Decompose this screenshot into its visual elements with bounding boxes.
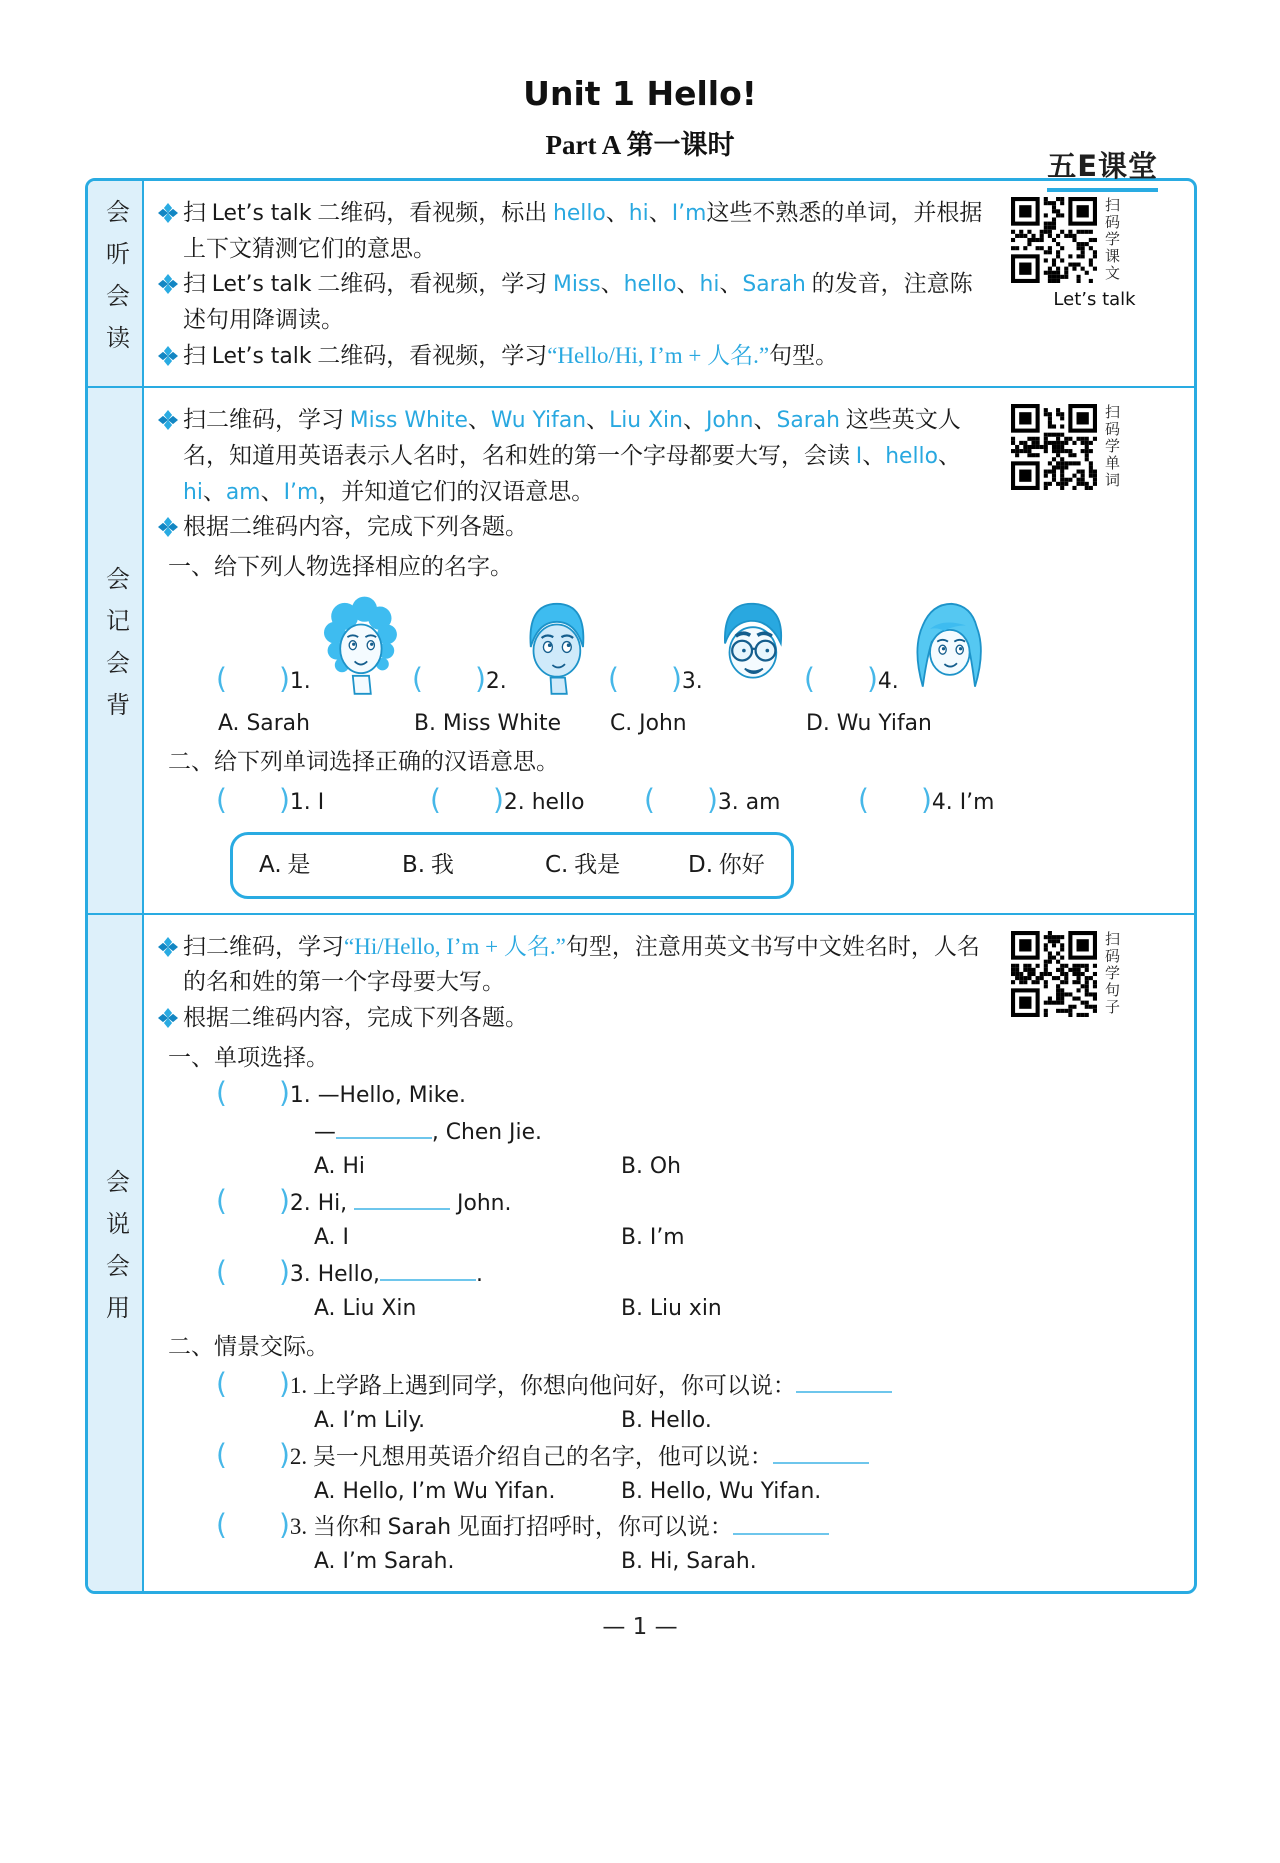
match-item-1 [216,591,412,699]
section-memorize-recite [88,386,1194,913]
word-item-4: ( )4. I’m [858,783,995,817]
bullet-text: 扫 Let’s talk 二维码，看视频，学习 Miss、hello、hi、Sarah 的发音，注意陈述句用降调读。 [183,271,973,333]
bullet-item [158,195,995,266]
question-line: ( )3. Hello, . [216,1254,483,1288]
diamond-bullet-icon [158,203,178,223]
sidebar-label-listen-read: 会听会读 [88,181,144,386]
situation-question-1 [216,1367,1178,1438]
option-b: B. Liu xin [621,1295,722,1321]
qr-label-text: 扫码学课文 [1103,197,1119,282]
option-b: B. Hi, Sarah. [621,1549,757,1575]
meaning-options-box [230,832,794,899]
brand-logo-text: 五E课堂 [1047,144,1158,192]
page-title: Unit 1 Hello! [523,74,757,113]
bullet-text: 根据二维码内容，完成下列各题。 [183,514,528,540]
box-option-a: A. 是 [259,851,311,878]
name-options-row [218,707,1178,741]
character-boy [511,591,601,703]
sidebar-label-memorize-recite: 会记会背 [88,388,144,913]
section-memorize-recite-content [144,388,1194,913]
bullet-text: 扫二维码，学习 Miss White、Wu Yifan、Liu Xin、John、Sarah 这些英文人名，知道用英语表示人名时，名和姓的第一个字母都要大写，会读 I、hello、hi、am、I’m，并知道它们的汉语意思。 [183,406,961,505]
section-listen-read [88,181,1194,386]
qr-block-sentences [1011,931,1178,1017]
option-a: A. I’m Lily. [314,1407,426,1433]
match-item-3 [608,591,804,699]
question-options [314,1545,1178,1579]
character-boy-glasses [707,591,797,703]
option-b: B. Hello. [621,1407,712,1433]
option-b: B. Hello, Wu Yifan. [621,1478,822,1504]
exercise-heading-single-choice: 一、单项选择。 [168,1044,329,1070]
question-line: ( )2. 吴一凡想用英语介绍自己的名字，他可以说： [216,1438,1178,1475]
question-3 [216,1255,1178,1326]
option-b: B. Oh [621,1153,681,1179]
answer-parens-label: ( )3. [608,661,703,695]
word-match-row [216,784,1178,820]
content-table [85,178,1197,1594]
qr-code-lets-talk-icon [1011,197,1097,283]
exercise-heading-match-names: 一、给下列人物选择相应的名字。 [168,553,513,579]
exercise-heading-situational: 二、情景交际。 [168,1334,329,1360]
question-line: — , Chen Jie. [314,1113,1178,1150]
option-a: A. Hello, I’m Wu Yifan. [314,1478,556,1504]
brand-logo [1047,144,1158,192]
qr-code-sentences-icon [1011,931,1097,1017]
qr-label-sentences: 扫码学句子 [1103,930,1119,1016]
qr-label-words: 扫码学单词 [1103,403,1119,489]
option-d: D. Wu Yifan [806,710,932,736]
bullet-item [158,402,995,510]
question-options [314,1404,1178,1438]
box-option-d: D. 你好 [688,851,765,878]
section-speak-use [88,913,1194,1592]
question-line: ( )3. 当你和 Sarah 见面打招呼时，你可以说： [216,1508,1178,1545]
situation-question-2 [216,1438,1178,1509]
diamond-bullet-icon [158,274,178,294]
situation-question-3 [216,1508,1178,1579]
question-line: ( )1. —Hello, Mike. [216,1076,466,1110]
character-girl [903,591,993,703]
diamond-bullet-icon [158,346,178,366]
question-options [314,1221,1178,1255]
bullet-text: 扫二维码，学习“Hi/Hello, I’m + 人名.”句型，注意用英文书写中文姓名时，人名的名和姓的第一个字母要大写。 [183,933,980,995]
match-item-2 [412,591,608,699]
question-options [314,1475,1178,1509]
question-options [314,1292,1178,1326]
qr-block-words [1011,404,1178,490]
diamond-bullet-icon [158,937,178,957]
question-options [314,1150,1178,1184]
option-a: A. I’m Sarah. [314,1549,455,1575]
bullet-item [158,338,1178,374]
diamond-bullet-icon [158,1008,178,1028]
box-option-c: C. 我是 [545,851,621,878]
qr-code-words-icon [1011,404,1097,490]
bullet-text: 扫 Let’s talk 二维码，看视频，标出 hello、hi、I’m这些不熟悉的单词，并根据上下文猜测它们的意思。 [183,200,983,261]
word-item-1: ( )1. I [216,783,325,817]
diamond-bullet-icon [158,410,178,430]
qr-block-lets-talk [1011,197,1178,314]
question-line: ( )2. Hi, John. [216,1183,512,1217]
bullet-item [158,1000,995,1036]
option-b: B. I’m [621,1224,685,1250]
page-number: — 1 — [602,1614,678,1641]
option-a: A. Hi [314,1153,365,1179]
bullet-item [158,509,1178,545]
exercise-heading-word-meaning: 二、给下列单词选择正确的汉语意思。 [168,749,559,775]
option-a: A. Liu Xin [314,1295,417,1321]
question-line: ( )1. 上学路上遇到同学，你想向他问好，你可以说： [216,1367,1178,1404]
answer-parens-label: ( )2. [412,661,507,695]
bullet-text: 根据二维码内容，完成下列各题。 [183,1004,528,1030]
word-item-2: ( )2. hello [430,783,585,817]
option-b: B. Miss White [414,710,562,736]
option-a: A. Sarah [218,710,310,736]
bullet-item [158,929,995,1000]
workbook-page [0,74,1280,1863]
box-option-b: B. 我 [402,851,454,878]
bullet-text: 扫 Let’s talk 二维码，看视频，学习“Hello/Hi, I’m + 人名.”句型。 [183,342,839,369]
answer-parens-label: ( )4. [804,661,899,695]
question-2 [216,1184,1178,1255]
word-item-3: ( )3. am [644,783,781,817]
option-a: A. I [314,1224,349,1250]
qr-caption-lets-talk: Let’s talk [1053,289,1136,310]
section-speak-use-content [144,915,1194,1592]
page-subtitle: Part A 第一课时 [545,130,735,160]
character-woman-curly-hair [315,591,405,703]
answer-parens-label: ( )1. [216,661,311,695]
section-listen-read-content [144,181,1194,386]
option-c: C. John [610,710,687,736]
sidebar-label-speak-use: 会说会用 [88,915,144,1592]
question-1 [216,1077,1178,1184]
bullet-item [158,266,995,337]
character-match-row [216,591,1178,699]
diamond-bullet-icon [158,517,178,537]
match-item-4 [804,591,1000,699]
